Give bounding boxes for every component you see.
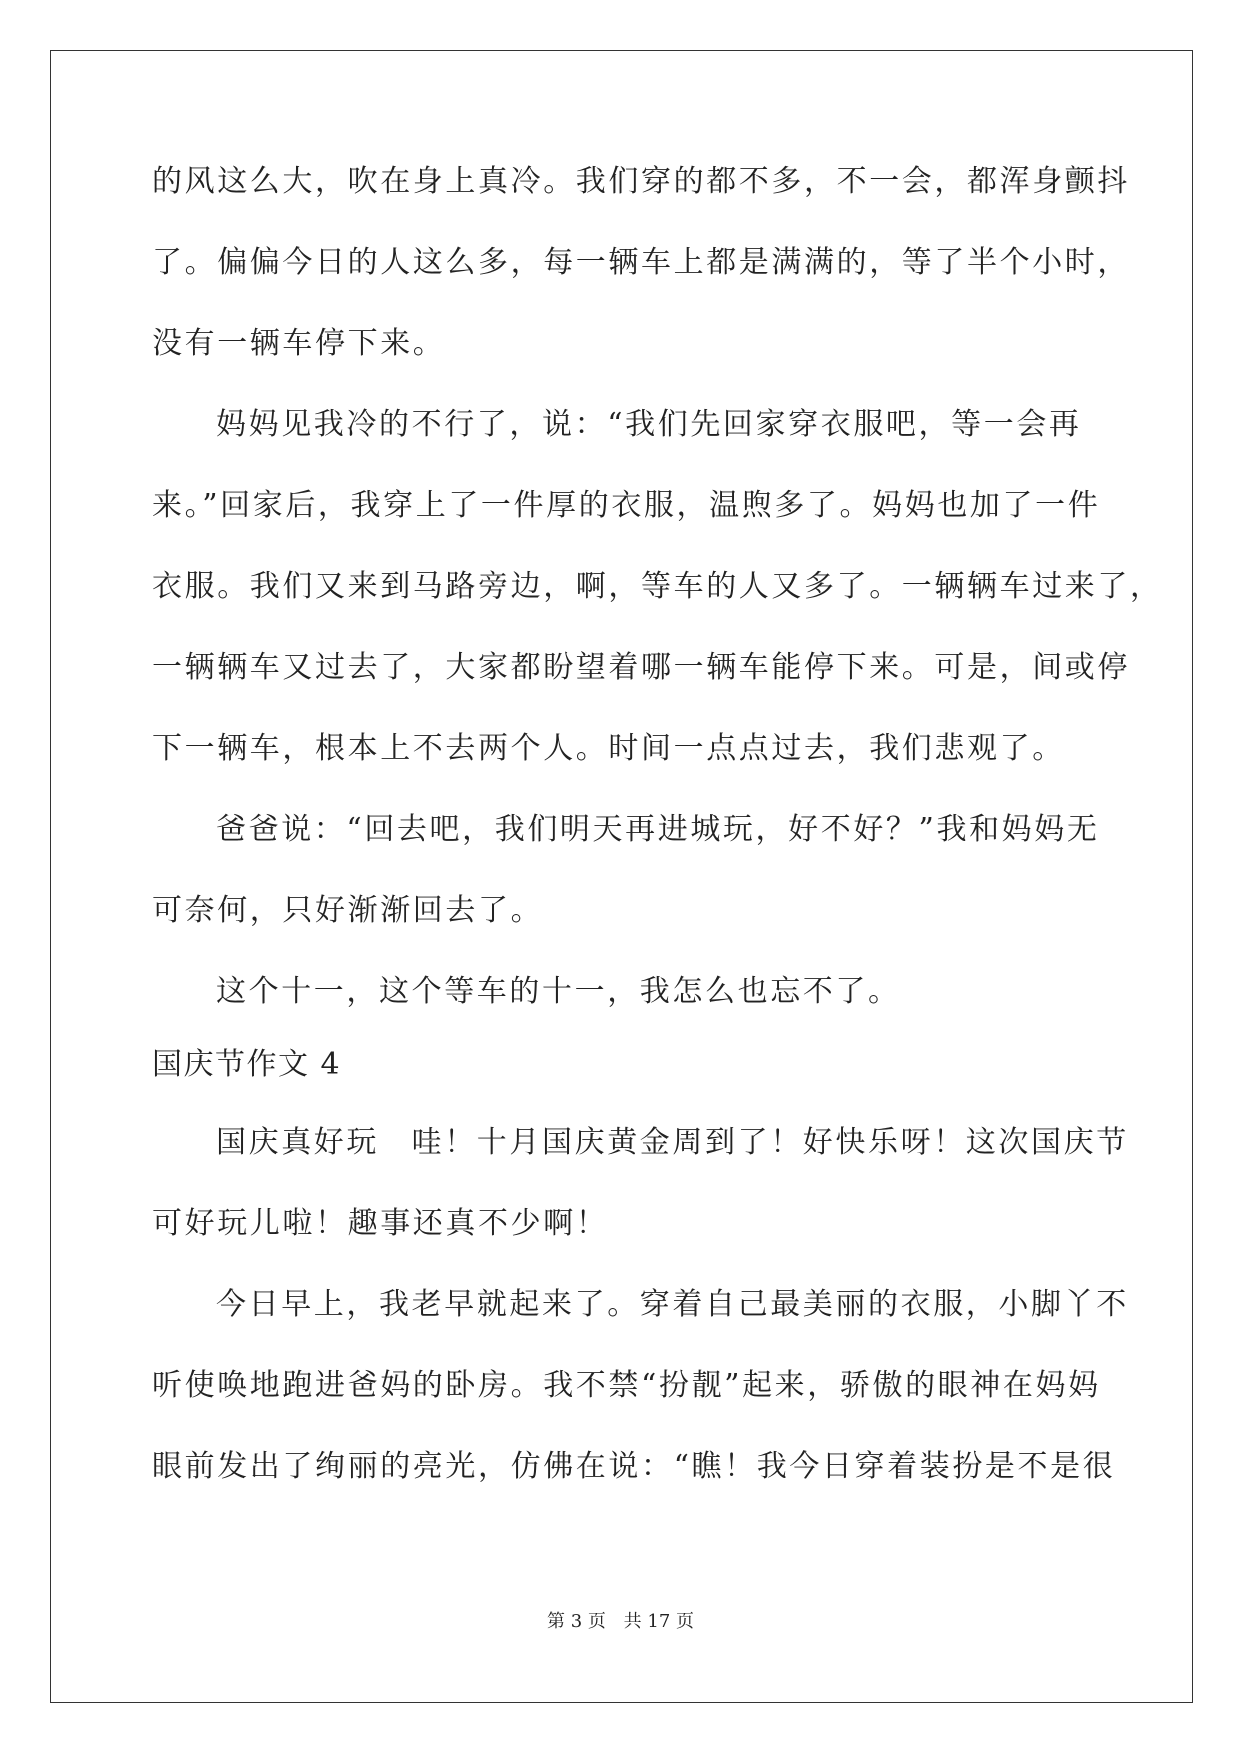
text-line: 听使唤地跑进爸妈的卧房。我不禁“扮靓”起来，骄傲的眼神在妈妈 bbox=[152, 1368, 1101, 1403]
text-line: 国庆真好玩 哇！十月国庆黄金周到了！好快乐呀！这次国庆节 bbox=[216, 1125, 1129, 1160]
page-footer bbox=[0, 1607, 1241, 1633]
text-line: 没有一辆车停下来。 bbox=[152, 326, 446, 361]
text-line: 下一辆车，根本上不去两个人。时间一点点过去，我们悲观了。 bbox=[152, 731, 1065, 766]
text-line: 妈妈见我冷的不行了，说：“我们先回家穿衣服吧，等一会再 bbox=[216, 407, 1082, 442]
text-line: 这个十一，这个等车的十一，我怎么也忘不了。 bbox=[216, 974, 901, 1009]
text-line: 的风这么大，吹在身上真冷。我们穿的都不多，不一会，都浑身颤抖 bbox=[152, 164, 1130, 199]
text-line: 可奈何，只好渐渐回去了。 bbox=[152, 893, 544, 928]
section-heading: 国庆节作文 4 bbox=[152, 1047, 342, 1082]
text-line: 来。”回家后，我穿上了一件厚的衣服，温煦多了。妈妈也加了一件 bbox=[152, 488, 1101, 523]
text-line: 一辆辆车又过去了，大家都盼望着哪一辆车能停下来。可是，间或停 bbox=[152, 650, 1130, 685]
text-line: 了。偏偏今日的人这么多，每一辆车上都是满满的，等了半个小时， bbox=[152, 245, 1130, 280]
page-number: 第 3 页 bbox=[547, 1611, 606, 1632]
text-line: 爸爸说：“回去吧，我们明天再进城玩，好不好？”我和妈妈无 bbox=[216, 812, 1100, 847]
text-line: 可好玩儿啦！趣事还真不少啊！ bbox=[152, 1206, 609, 1241]
page-total: 共 17 页 bbox=[623, 1611, 694, 1632]
text-line: 衣服。我们又来到马路旁边，啊，等车的人又多了。一辆辆车过来了， bbox=[152, 569, 1163, 604]
text-line: 今日早上，我老早就起来了。穿着自己最美丽的衣服，小脚丫不 bbox=[216, 1287, 1129, 1322]
text-line: 眼前发出了绚丽的亮光，仿佛在说：“瞧！我今日穿着装扮是不是很 bbox=[152, 1449, 1116, 1484]
